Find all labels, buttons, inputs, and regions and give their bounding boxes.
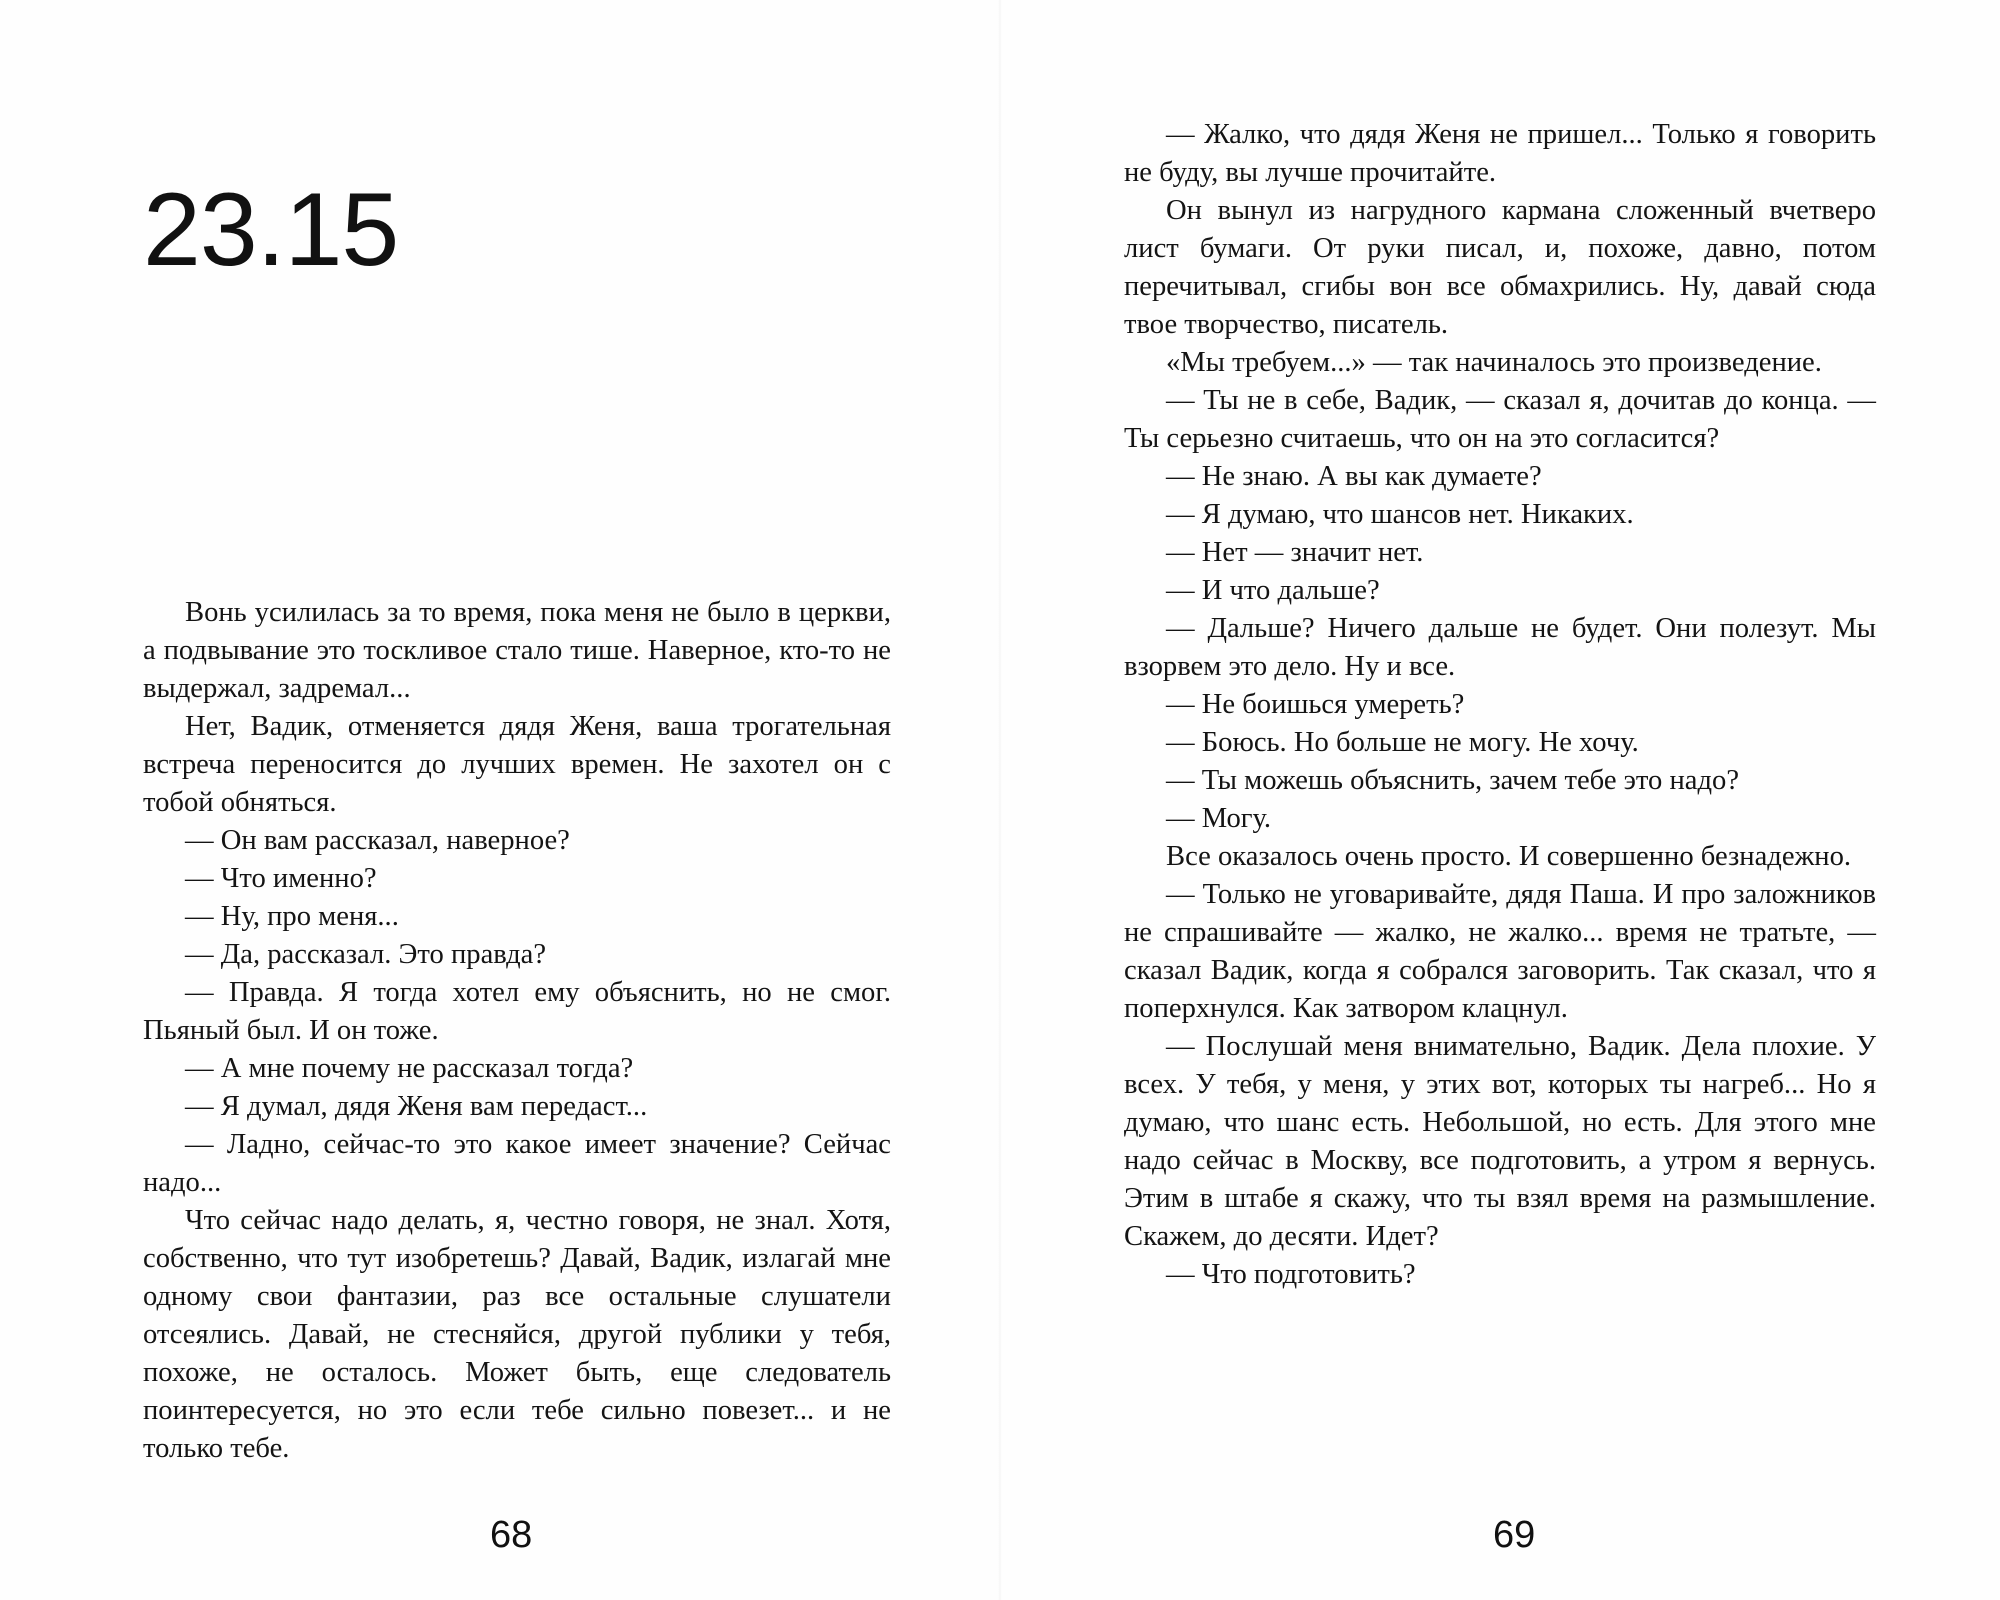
paragraph: Он вынул из нагрудного кармана сложенный вчетверо лист бумаги. От руки писал, и, похоже, давно, потом перечитывал, сгибы вон все обмахрились. Ну, давай сюда твое творчество, писатель. — [1124, 195, 1876, 340]
paragraph: — А мне почему не рассказал тогда? — [185, 1053, 634, 1084]
paragraph: — И что дальше? — [1166, 575, 1380, 606]
paragraph: — Могу. — [1166, 803, 1272, 834]
paragraph: Нет, Вадик, отменяется дядя Женя, ваша трогательная встреча переносится до лучших времен. Не захотел он с тобой обняться. — [143, 711, 891, 818]
paragraph: — Ты не в себе, Вадик, — сказал я, дочитав до конца. — Ты серьезно считаешь, что он на это согласится? — [1124, 385, 1876, 454]
right-page-text — [1124, 116, 1876, 1294]
paragraph: — Дальше? Ничего дальше не будет. Они полезут. Мы взорвем это дело. Ну и все. — [1124, 613, 1876, 682]
paragraph: — Да, рассказал. Это правда? — [185, 939, 547, 970]
chapter-title: 23.15 — [143, 172, 399, 288]
paragraph: — Я думаю, что шансов нет. Никаких. — [1166, 499, 1634, 530]
paragraph: — Что именно? — [185, 863, 377, 894]
left-page-text — [143, 594, 891, 1468]
paragraph: — Правда. Я тогда хотел ему объяснить, но не смог. Пьяный был. И он тоже. — [143, 977, 891, 1046]
paragraph: — Послушай меня внимательно, Вадик. Дела плохие. У всех. У тебя, у меня, у этих вот, которых ты нагреб... Но я думаю, что шанс есть. Небольшой, но есть. Для этого мне надо сейчас в Москву, все подготовить, а утром я вернусь. Этим в штабе я скажу, что ты взял время на размышление. Скажем, до десяти. Идет? — [1124, 1031, 1876, 1252]
paragraph: — Не знаю. А вы как думаете? — [1166, 461, 1542, 492]
page-number-left: 68 — [490, 1514, 533, 1556]
paragraph: — Ладно, сейчас-то это какое имеет значение? Сейчас надо... — [143, 1129, 891, 1198]
paragraph: — Ну, про меня... — [185, 901, 399, 932]
paragraph: «Мы требуем...» — так начиналось это произведение. — [1166, 347, 1822, 378]
paragraph: — Что подготовить? — [1166, 1259, 1416, 1290]
right-page — [1000, 0, 2000, 1600]
paragraph: Вонь усилилась за то время, пока меня не было в церкви, а подвывание это тоскливое стало тише. Наверное, кто-то не выдержал, задремал... — [143, 597, 891, 704]
paragraph: — Не боишься умереть? — [1166, 689, 1465, 720]
paragraph: — Он вам рассказал, наверное? — [185, 825, 570, 856]
paragraph: — Ты можешь объяснить, зачем тебе это надо? — [1166, 765, 1740, 796]
paragraph: — Нет — значит нет. — [1166, 537, 1424, 568]
paragraph: — Боюсь. Но больше не могу. Не хочу. — [1166, 727, 1639, 758]
paragraph: Что сейчас надо делать, я, честно говоря, не знал. Хотя, собственно, что тут изобретешь? Давай, Вадик, излагай мне одному свои фантазии, раз все остальные слушатели отсеялись. Давай, не стесняйся, другой публики у тебя, похоже, не осталось. Может быть, еще следователь поинтересуется, но это если тебе сильно повезет... и не только тебе. — [143, 1205, 891, 1464]
page-number-right: 69 — [1493, 1514, 1536, 1556]
paragraph: — Только не уговаривайте, дядя Паша. И про заложников не спрашивайте — жалко, не жалко... время не тратьте, — сказал Вадик, когда я собрался заговорить. Так сказал, что я поперхнулся. Как затвором клацнул. — [1124, 879, 1876, 1024]
paragraph: Все оказалось очень просто. И совершенно безнадежно. — [1166, 841, 1852, 872]
paragraph: — Жалко, что дядя Женя не пришел... Только я говорить не буду, вы лучше прочитайте. — [1124, 119, 1876, 188]
paragraph: — Я думал, дядя Женя вам передаст... — [185, 1091, 648, 1122]
